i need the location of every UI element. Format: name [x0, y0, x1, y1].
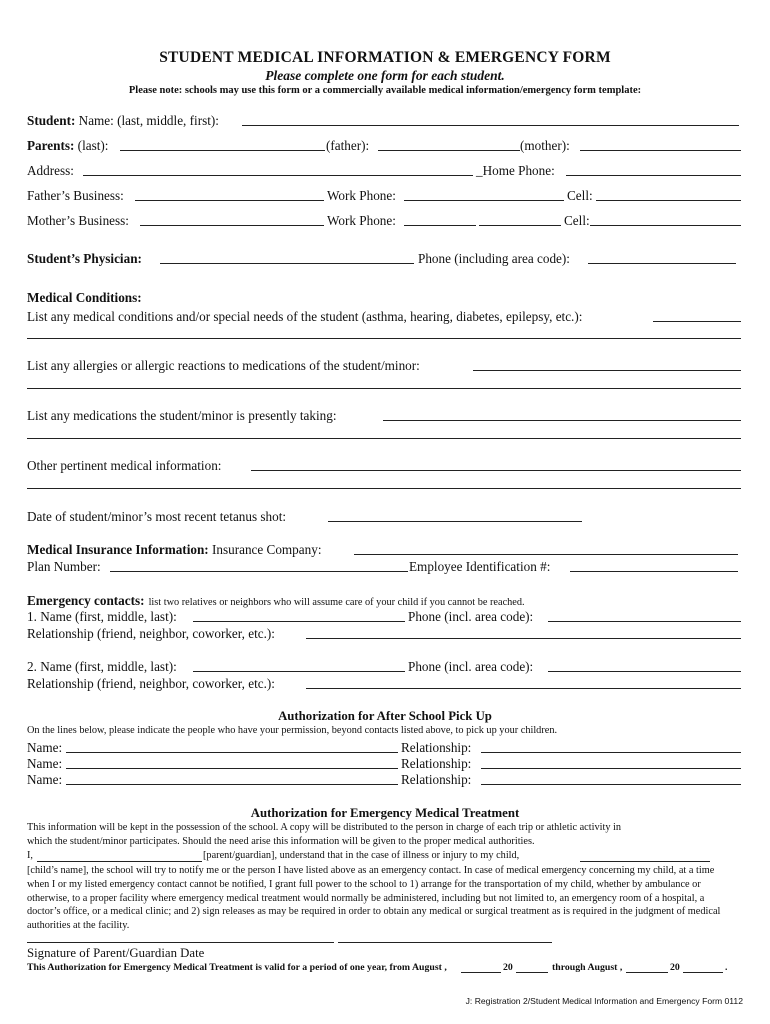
contact1-phone-field[interactable]	[548, 621, 741, 622]
contact1-name-field[interactable]	[193, 621, 405, 622]
pickup-relationship-label-3: Relationship:	[401, 772, 472, 787]
pickup-relationship-label-2: Relationship:	[401, 756, 472, 771]
mother-business-field[interactable]	[140, 225, 324, 226]
physician-field[interactable]	[160, 263, 414, 264]
allergies-field[interactable]	[473, 370, 741, 371]
signature-field[interactable]	[27, 942, 334, 943]
validity-20-a: 20	[503, 962, 513, 973]
father-business-field[interactable]	[135, 200, 324, 201]
pickup-relationship-field-1[interactable]	[481, 752, 741, 753]
contact1-relationship-field[interactable]	[306, 638, 741, 639]
parent-guardian-text: [parent/guardian], understand that in the case of illness or injury to my child,	[203, 850, 520, 861]
validity-end: .	[725, 962, 728, 973]
mother-work-phone-field-2[interactable]	[479, 225, 561, 226]
insurance-heading: Medical Insurance Information:	[27, 542, 209, 557]
mother-cell-field[interactable]	[590, 225, 741, 226]
validity-from-year-field[interactable]	[516, 972, 548, 973]
address-label: Address:	[27, 163, 74, 178]
plan-number-field[interactable]	[110, 571, 408, 572]
treatment-line-1: This information will be kept in the possession of the school. A copy will be distributed to the person in charge of each trip or athletic activity in	[27, 822, 622, 833]
form-title: STUDENT MEDICAL INFORMATION & EMERGENCY FORM	[159, 49, 611, 66]
pickup-name-field-3[interactable]	[66, 784, 398, 785]
mother-name-field[interactable]	[580, 150, 741, 151]
physician-label: Student’s Physician:	[27, 251, 142, 266]
insurance-company-field[interactable]	[354, 554, 738, 555]
medications-label: List any medications the student/minor is presently taking:	[27, 408, 337, 423]
tetanus-field[interactable]	[328, 521, 582, 522]
contact2-name-field[interactable]	[193, 671, 405, 672]
contact1-name-label: 1. Name (first, middle, last):	[27, 609, 177, 624]
father-name-field[interactable]	[378, 150, 520, 151]
pickup-instructions: On the lines below, please indicate the people who have your permission, beyond contacts listed above, to pick up your children.	[27, 725, 558, 736]
student-row	[27, 113, 219, 129]
physician-phone-label: Phone (including area code):	[418, 251, 570, 266]
parents-last-field[interactable]	[120, 150, 325, 151]
conditions-field-2[interactable]	[27, 338, 741, 339]
father-label: (father):	[326, 138, 370, 153]
pickup-name-field-2[interactable]	[66, 768, 398, 769]
mother-work-phone-field[interactable]	[404, 225, 476, 226]
father-business-label: Father’s Business:	[27, 188, 124, 203]
emergency-heading: Emergency contacts:	[27, 593, 145, 608]
validity-to-year-field[interactable]	[683, 972, 723, 973]
allergies-label: List any allergies or allergic reactions to medications of the student/minor:	[27, 358, 420, 373]
home-phone-field[interactable]	[566, 175, 741, 176]
home-phone-label: _Home Phone:	[476, 163, 555, 178]
parent-guardian-name-field[interactable]	[37, 861, 202, 862]
footer-text: J: Registration 2/Student Medical Information and Emergency Form 0112	[465, 996, 743, 1006]
parents-last-label: (last):	[77, 138, 109, 153]
medical-conditions-heading: Medical Conditions:	[27, 290, 142, 305]
pickup-relationship-label-1: Relationship:	[401, 740, 472, 755]
treatment-i-label: I,	[27, 850, 34, 861]
contact1-relationship-label: Relationship (friend, neighbor, coworker, etc.):	[27, 626, 275, 641]
other-medical-field[interactable]	[251, 470, 741, 471]
pickup-name-label-3: Name:	[27, 772, 63, 787]
medications-field-2[interactable]	[27, 438, 741, 439]
pickup-heading: Authorization for After School Pick Up	[278, 709, 492, 723]
student-name-label: Name: (last, middle, first):	[78, 113, 219, 128]
validity-text: This Authorization for Emergency Medical Treatment is valid for a period of one year, from August ,	[27, 962, 447, 973]
other-medical-label: Other pertinent medical information:	[27, 458, 222, 473]
student-name-field[interactable]	[242, 125, 739, 126]
pickup-name-field-1[interactable]	[66, 752, 398, 753]
insurance-company-label: Insurance Company:	[211, 542, 322, 557]
tetanus-label: Date of student/minor’s most recent tetanus shot:	[27, 509, 287, 524]
contact2-phone-field[interactable]	[548, 671, 741, 672]
contact1-phone-label: Phone (incl. area code):	[408, 609, 534, 624]
pickup-relationship-field-2[interactable]	[481, 768, 741, 769]
emergency-instructions: list two relatives or neighbors who will assume care of your child if you cannot be reached.	[148, 597, 525, 608]
contact2-relationship-field[interactable]	[306, 688, 741, 689]
child-name-field[interactable]	[580, 861, 710, 862]
mother-cell-label: Cell:	[564, 213, 590, 228]
validity-20-b: 20	[670, 962, 680, 973]
contact2-name-label: 2. Name (first, middle, last):	[27, 659, 177, 674]
parents-label: Parents:	[27, 138, 75, 153]
student-label: Student:	[27, 113, 76, 128]
conditions-field[interactable]	[653, 321, 741, 322]
pickup-name-label-2: Name:	[27, 756, 63, 771]
mother-label: (mother):	[520, 138, 570, 153]
signature-label: Signature of Parent/Guardian Date	[27, 946, 205, 960]
validity-from-day-field[interactable]	[461, 972, 501, 973]
allergies-field-2[interactable]	[27, 388, 741, 389]
parents-row	[27, 138, 108, 154]
father-cell-label: Cell:	[567, 188, 593, 203]
father-cell-field[interactable]	[596, 200, 741, 201]
treatment-line-2: which the student/minor participates. Should the need arise this information will be given to the proper medical authorities.	[27, 836, 535, 847]
address-field[interactable]	[83, 175, 473, 176]
emergency-heading-row	[27, 592, 525, 610]
mother-business-label: Mother’s Business:	[27, 213, 129, 228]
medications-field[interactable]	[383, 420, 741, 421]
father-work-phone-field[interactable]	[404, 200, 564, 201]
pickup-name-label-1: Name:	[27, 740, 63, 755]
treatment-body: [child’s name], the school will try to notify me or the person I have listed above as an emergency contact. In case of medical emergency concerning my child, at a time when I or my listed emergency contact cannot be notified, I grant full power to the school to 1) arrange for the transportation of my child, whether by ambulance or otherwise, to a proper facility where emergency medical treatment would normally be administered, including but not limited to, an emergency room of a hospital, a doctor’s office, or a medical clinic; and 2) sign releases as may be required in order to obtain any medical or surgical treatment as is required in the judgment of medical authorities at the facility.	[27, 865, 721, 932]
contact2-phone-label: Phone (incl. area code):	[408, 659, 534, 674]
physician-phone-field[interactable]	[588, 263, 736, 264]
conditions-label: List any medical conditions and/or special needs of the student (asthma, hearing, diabetes, epilepsy, etc.):	[27, 309, 583, 324]
treatment-heading: Authorization for Emergency Medical Treatment	[250, 806, 520, 820]
employee-id-field[interactable]	[570, 571, 738, 572]
validity-to-day-field[interactable]	[626, 972, 668, 973]
form-note: Please note: schools may use this form or a commercially available medical information/emergency form template:	[128, 85, 642, 96]
validity-through: through August ,	[552, 962, 623, 973]
employee-id-label: Employee Identification #:	[409, 559, 551, 574]
plan-number-label: Plan Number:	[27, 559, 101, 574]
form-subtitle: Please complete one form for each student.	[265, 68, 505, 83]
other-medical-field-2[interactable]	[27, 488, 741, 489]
pickup-relationship-field-3[interactable]	[481, 784, 741, 785]
mother-work-phone-label: Work Phone:	[327, 213, 396, 228]
signature-date-field[interactable]	[338, 942, 552, 943]
contact2-relationship-label: Relationship (friend, neighbor, coworker, etc.):	[27, 676, 275, 691]
insurance-row	[27, 542, 321, 558]
father-work-phone-label: Work Phone:	[327, 188, 396, 203]
